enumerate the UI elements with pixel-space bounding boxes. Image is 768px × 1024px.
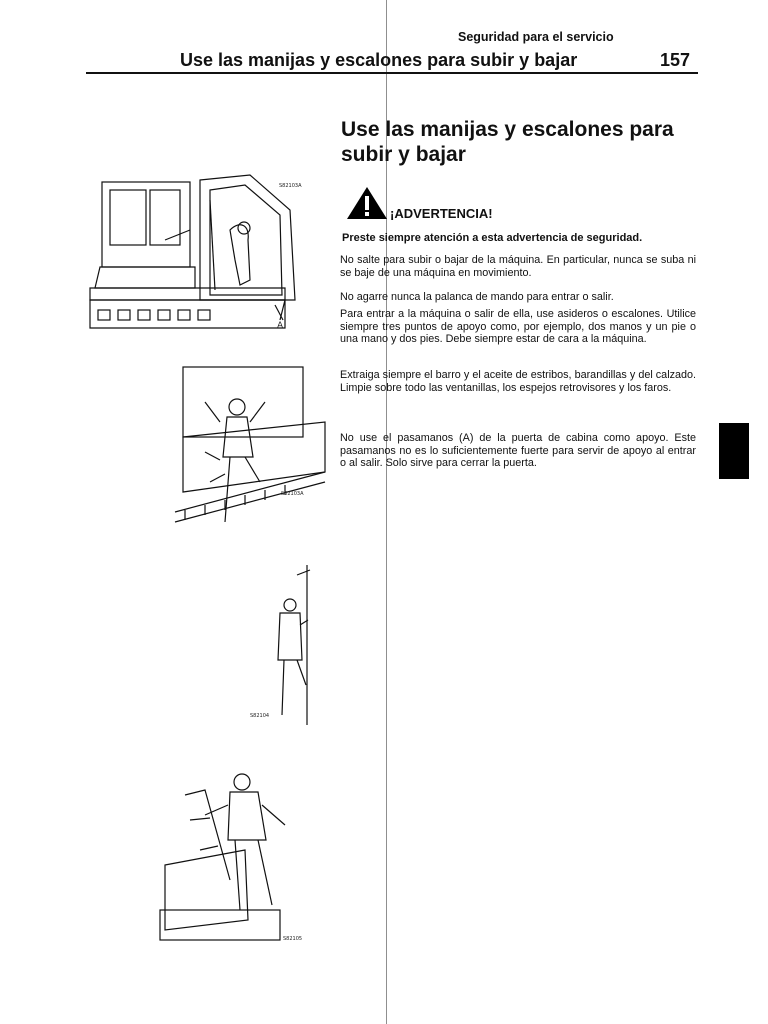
figure-3-code: S82104: [250, 713, 270, 719]
page-heading: [341, 117, 701, 167]
excavator-cab-illustration: [90, 170, 315, 335]
figure-4-code: S82105: [283, 936, 303, 942]
chapter-tab-marker: [719, 423, 749, 479]
paragraph-2: No agarre nunca la palanca de mando para entrar o salir.: [340, 291, 614, 303]
page-number: 157: [660, 50, 691, 70]
paragraph-3: Para entrar a la máquina o salir de ella, use asideros o escalones. Utilice siempre tres puntos de apoyo como, por ejemplo, dos manos y un pie o una mano y dos pies. Debe siempre estar de cara a la máquina.: [340, 308, 696, 346]
paragraph-4: Extraiga siempre el barro y el aceite de estribos, barandillas y del calzado. Limpie sobre todo las ventanillas, los espejos retrovisores y los faros.: [340, 369, 696, 394]
operator-steps-illustration: [160, 770, 310, 950]
operator-climbing-tracks-illustration: [175, 362, 335, 532]
section-label: Seguridad para el servicio: [458, 30, 614, 44]
heading-line-1: Use las manijas y escalones para: [341, 118, 674, 141]
operator-ladder-illustration: [262, 565, 322, 725]
warning-subtitle: Preste siempre atención a esta advertencia de seguridad.: [342, 232, 643, 244]
paragraph-5: No use el pasamanos (A) de la puerta de cabina como apoyo. Este pasamanos no es lo suficientemente fuerte para servir de apoyo al entrar o al salir. Solo sirve para cerrar la puerta.: [340, 432, 696, 470]
heading-line-2: subir y bajar: [341, 143, 466, 166]
figure-1-callout-a: A: [277, 321, 284, 331]
warning-triangle-icon: [346, 186, 388, 220]
figure-1-code: S82103A: [279, 183, 302, 189]
warning-title: ¡ADVERTENCIA!: [390, 206, 493, 221]
figure-2-code: S82103A: [281, 491, 304, 497]
header-rule: [86, 72, 698, 74]
paragraph-1: No salte para subir o bajar de la máquina. En particular, nunca se suba ni se baje de una máquina en movimiento.: [340, 254, 696, 279]
header-title: Use las manijas y escalones para subir y bajar: [180, 50, 578, 70]
